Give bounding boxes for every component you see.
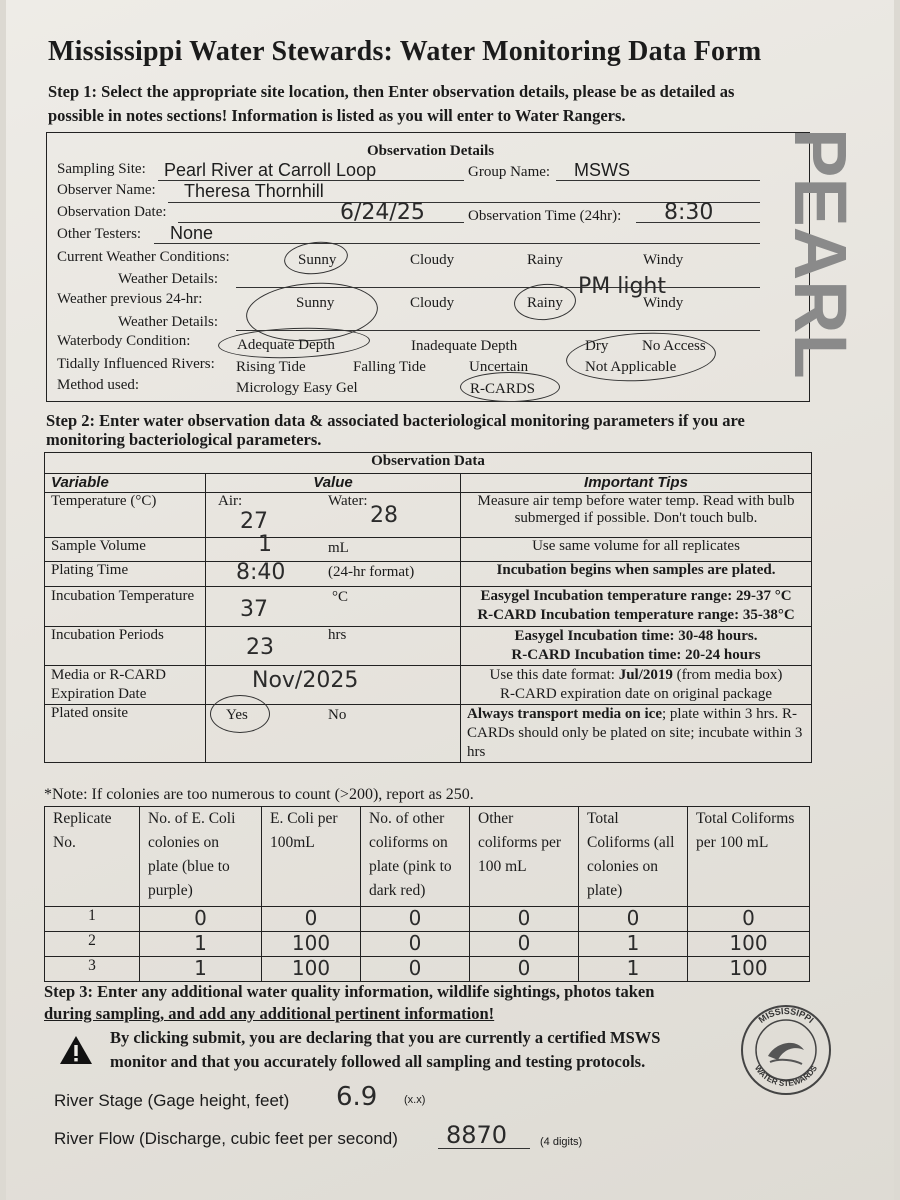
step1-line2: possible in notes sections! Information is listed as you will enter to Water Rangers. xyxy=(48,106,626,125)
weather-prev-option-windy[interactable]: Windy xyxy=(643,295,684,311)
plating-time-label: Plating Time xyxy=(45,562,206,587)
river-flow-label: River Flow (Discharge, cubic feet per second) xyxy=(54,1129,398,1148)
table-cell[interactable]: 1 xyxy=(579,932,688,957)
table-cell[interactable]: 0 xyxy=(140,907,262,932)
waterbody-option-adequate[interactable]: Adequate Depth xyxy=(237,337,335,353)
water-label: Water: xyxy=(328,493,368,509)
other-testers-label: Other Testers: xyxy=(57,226,142,242)
plated-onsite-tip-bold: Always transport media on ice xyxy=(467,706,662,722)
step3-line2: during sampling, and add any additional pertinent information! xyxy=(44,1004,495,1023)
river-stage-label: River Stage (Gage height, feet) xyxy=(54,1091,290,1110)
header-other-colonies: No. of other coliforms on plate (pink to dark red) xyxy=(361,807,470,907)
seal-top-text: MISSISSIPPI xyxy=(756,1005,816,1026)
temperature-label: Temperature (°C) xyxy=(45,493,206,538)
expiration-tip-format xyxy=(467,666,805,685)
mississippi-water-stewards-seal xyxy=(740,1004,832,1096)
table-cell[interactable]: 1 xyxy=(579,957,688,982)
incubation-temp-tip-easygel: Easygel Incubation temperature range: 29-37 °C xyxy=(480,588,792,604)
incubation-temp-label: Incubation Temperature xyxy=(45,587,206,627)
plating-time-unit: (24-hr format) xyxy=(328,564,415,580)
table-cell[interactable]: 1 xyxy=(140,932,262,957)
plating-time-field[interactable]: 8:40 xyxy=(236,560,286,585)
expiration-tip xyxy=(461,666,812,705)
observation-time-field[interactable]: 8:30 xyxy=(664,200,714,225)
incubation-temp-cell xyxy=(206,587,461,627)
method-option-rcards[interactable]: R-CARDS xyxy=(470,381,536,397)
header-total-per-100ml: Total Coliforms per 100 mL xyxy=(688,807,810,907)
tidal-label: Tidally Influenced Rivers: xyxy=(57,356,215,372)
table-row xyxy=(45,932,810,957)
weather-details-label: Weather Details: xyxy=(118,271,218,287)
sample-volume-field[interactable]: 1 xyxy=(258,532,272,557)
incubation-periods-label: Incubation Periods xyxy=(45,627,206,666)
observation-date-label: Observation Date: xyxy=(57,204,167,220)
sampling-site-label: Sampling Site: xyxy=(57,161,146,177)
declaration-line1: By clicking submit, you are declaring that you are currently a certified MSWS xyxy=(110,1028,661,1047)
incubation-periods-field[interactable]: 23 xyxy=(246,635,274,660)
table-cell[interactable]: 0 xyxy=(470,957,579,982)
sample-volume-tip: Use same volume for all replicates xyxy=(461,538,812,562)
method-option-micrology[interactable]: Micrology Easy Gel xyxy=(236,380,358,396)
observer-name-label: Observer Name: xyxy=(57,182,156,198)
weather-prev-option-sunny[interactable]: Sunny xyxy=(296,295,335,311)
plating-time-tip: Incubation begins when samples are plated. xyxy=(461,562,812,587)
observation-details-heading: Observation Details xyxy=(367,143,495,159)
other-testers-field[interactable]: None xyxy=(170,223,214,243)
warning-icon xyxy=(58,1034,94,1066)
sample-volume-cell xyxy=(206,532,461,562)
incubation-temp-unit: °C xyxy=(332,589,349,605)
table-cell[interactable]: 0 xyxy=(470,932,579,957)
air-label: Air: xyxy=(218,493,243,509)
table-cell[interactable]: 0 xyxy=(688,907,810,932)
incubation-periods-tip-rcard: R-CARD Incubation time: 20-24 hours xyxy=(511,647,761,663)
incubation-periods-tip-easygel: Easygel Incubation time: 30-48 hours. xyxy=(514,628,758,644)
weather-prev-option-rainy[interactable]: Rainy xyxy=(527,295,563,311)
observation-data-table xyxy=(44,452,812,763)
observation-date-field[interactable]: 6/24/25 xyxy=(340,200,425,225)
water-temp-field[interactable]: 28 xyxy=(370,503,398,528)
tidal-option-not-applicable[interactable]: Not Applicable xyxy=(585,359,677,375)
plated-onsite-label: Plated onsite xyxy=(45,705,206,763)
weather-label: Current Weather Conditions: xyxy=(57,249,230,265)
river-stage-hint: (x.x) xyxy=(404,1094,426,1106)
table-row xyxy=(45,907,810,932)
col-value-header: Value xyxy=(206,474,461,493)
river-stage-field[interactable]: 6.9 xyxy=(336,1082,378,1112)
header-ecoli-colonies: No. of E. Coli colonies on plate (blue to purple) xyxy=(140,807,262,907)
expiration-label: Media or R-CARD Expiration Date xyxy=(45,666,206,705)
weather-prev-option-cloudy[interactable]: Cloudy xyxy=(410,295,455,311)
table-cell[interactable]: 1 xyxy=(140,957,262,982)
table-cell[interactable]: 100 xyxy=(688,932,810,957)
incubation-periods-tip xyxy=(461,627,812,666)
waterbody-option-dry[interactable]: Dry xyxy=(585,338,609,354)
method-label: Method used: xyxy=(57,377,140,393)
plated-onsite-cell xyxy=(206,705,461,763)
col-variable-header: Variable xyxy=(45,474,206,493)
group-name-field[interactable]: MSWS xyxy=(574,160,630,180)
plated-onsite-yes[interactable]: Yes xyxy=(226,707,248,723)
replicate-number: 1 xyxy=(45,907,140,932)
tidal-option-rising[interactable]: Rising Tide xyxy=(236,359,306,375)
temperature-tip: Measure air temp before water temp. Read with bulb submerged if possible. Don't touch bulb. xyxy=(461,493,812,538)
weather-prev-details-label: Weather Details: xyxy=(118,314,218,330)
table-cell[interactable]: 0 xyxy=(361,957,470,982)
incubation-temp-field[interactable]: 37 xyxy=(240,597,268,622)
selected-circle-mark xyxy=(210,695,270,733)
expiration-tip-post: (from media box) xyxy=(672,667,783,683)
observation-time-label: Observation Time (24hr): xyxy=(468,208,622,224)
observer-name-field[interactable]: Theresa Thornhill xyxy=(184,181,324,201)
river-flow-field[interactable]: 8870 xyxy=(446,1121,508,1149)
selected-circle-mark xyxy=(460,372,560,402)
step1-line1: Step 1: Select the appropriate site location, then Enter observation details, please be as detailed as xyxy=(48,82,735,101)
weather-prev-label: Weather previous 24-hr: xyxy=(57,291,203,307)
page-title: Mississippi Water Stewards: Water Monitoring Data Form xyxy=(48,36,762,67)
side-stamp xyxy=(780,128,860,389)
sample-volume-label: Sample Volume xyxy=(45,538,206,562)
header-replicate: Replicate No. xyxy=(45,807,140,907)
river-flow-hint: (4 digits) xyxy=(540,1136,583,1148)
table-cell[interactable]: 100 xyxy=(262,932,361,957)
waterbody-label: Waterbody Condition: xyxy=(57,333,191,349)
waterbody-option-no-access[interactable]: No Access xyxy=(642,338,706,354)
plating-time-cell xyxy=(206,562,461,587)
header-total-colonies: Total Coliforms (all colonies on plate) xyxy=(579,807,688,907)
weather-prev-note: PM light xyxy=(578,274,666,299)
replicate-number: 2 xyxy=(45,932,140,957)
header-other-per-100ml: Other coliforms per 100 mL xyxy=(470,807,579,907)
col-tips-header: Important Tips xyxy=(461,474,812,493)
incubation-periods-unit: hrs xyxy=(328,627,347,643)
table-cell[interactable]: 0 xyxy=(361,932,470,957)
sample-volume-unit: mL xyxy=(328,540,349,556)
weather-option-windy[interactable]: Windy xyxy=(643,252,684,268)
air-temp-field[interactable]: 27 xyxy=(240,509,268,534)
weather-option-sunny[interactable]: Sunny xyxy=(298,252,337,268)
incubation-temp-tip-rcard: R-CARD Incubation temperature range: 35-38°C xyxy=(477,607,795,623)
table-row xyxy=(45,957,810,982)
table-cell[interactable]: 100 xyxy=(688,957,810,982)
incubation-temp-tip xyxy=(461,587,812,627)
step3-line1: Step 3: Enter any additional water quality information, wildlife sightings, photos taken xyxy=(44,982,655,1001)
weather-option-rainy[interactable]: Rainy xyxy=(527,252,563,268)
sampling-site-field[interactable]: Pearl River at Carroll Loop xyxy=(164,160,377,180)
tidal-option-falling[interactable]: Falling Tide xyxy=(353,359,426,375)
step2-line1: Step 2: Enter water observation data & associated bacteriological monitoring parameters if you are xyxy=(46,411,745,430)
tidal-option-uncertain[interactable]: Uncertain xyxy=(469,359,529,375)
step2-line2: monitoring bacteriological parameters. xyxy=(46,430,322,449)
seal-bottom-text: WATER STEWARDS xyxy=(752,1063,820,1089)
expiration-tip-example: Jul/2019 xyxy=(618,667,673,683)
colony-note: *Note: If colonies are too numerous to count (>200), report as 250. xyxy=(44,786,474,803)
table-cell[interactable]: 100 xyxy=(262,957,361,982)
table-cell[interactable]: 0 xyxy=(579,907,688,932)
replicate-table xyxy=(44,806,810,982)
header-ecoli-per-100ml: E. Coli per 100mL xyxy=(262,807,361,907)
expiration-field[interactable]: Nov/2025 xyxy=(252,668,359,693)
plated-onsite-tip-rest: ; plate within 3 hrs. R-CARDs should only be plated on site; incubate within 3 hrs xyxy=(467,706,803,760)
group-name-label: Group Name: xyxy=(468,164,551,180)
table-cell[interactable]: 0 xyxy=(470,907,579,932)
plated-onsite-no[interactable]: No xyxy=(328,707,347,723)
waterbody-option-inadequate[interactable]: Inadequate Depth xyxy=(411,338,518,354)
table-cell[interactable]: 0 xyxy=(262,907,361,932)
observation-data-heading: Observation Data xyxy=(45,453,812,474)
temperature-value-cell xyxy=(206,493,461,538)
plated-onsite-tip xyxy=(461,705,812,763)
expiration-tip-rcard: R-CARD expiration date on original package xyxy=(499,686,772,702)
table-cell[interactable]: 0 xyxy=(361,907,470,932)
incubation-periods-cell xyxy=(206,627,461,666)
side-stamp-text: PEARL xyxy=(779,128,862,379)
expiration-tip-pre: Use this date format: xyxy=(489,667,619,683)
replicate-number: 3 xyxy=(45,957,140,982)
declaration-line2: monitor and that you accurately followed all sampling and testing protocols. xyxy=(110,1052,646,1071)
weather-option-cloudy[interactable]: Cloudy xyxy=(410,252,455,268)
